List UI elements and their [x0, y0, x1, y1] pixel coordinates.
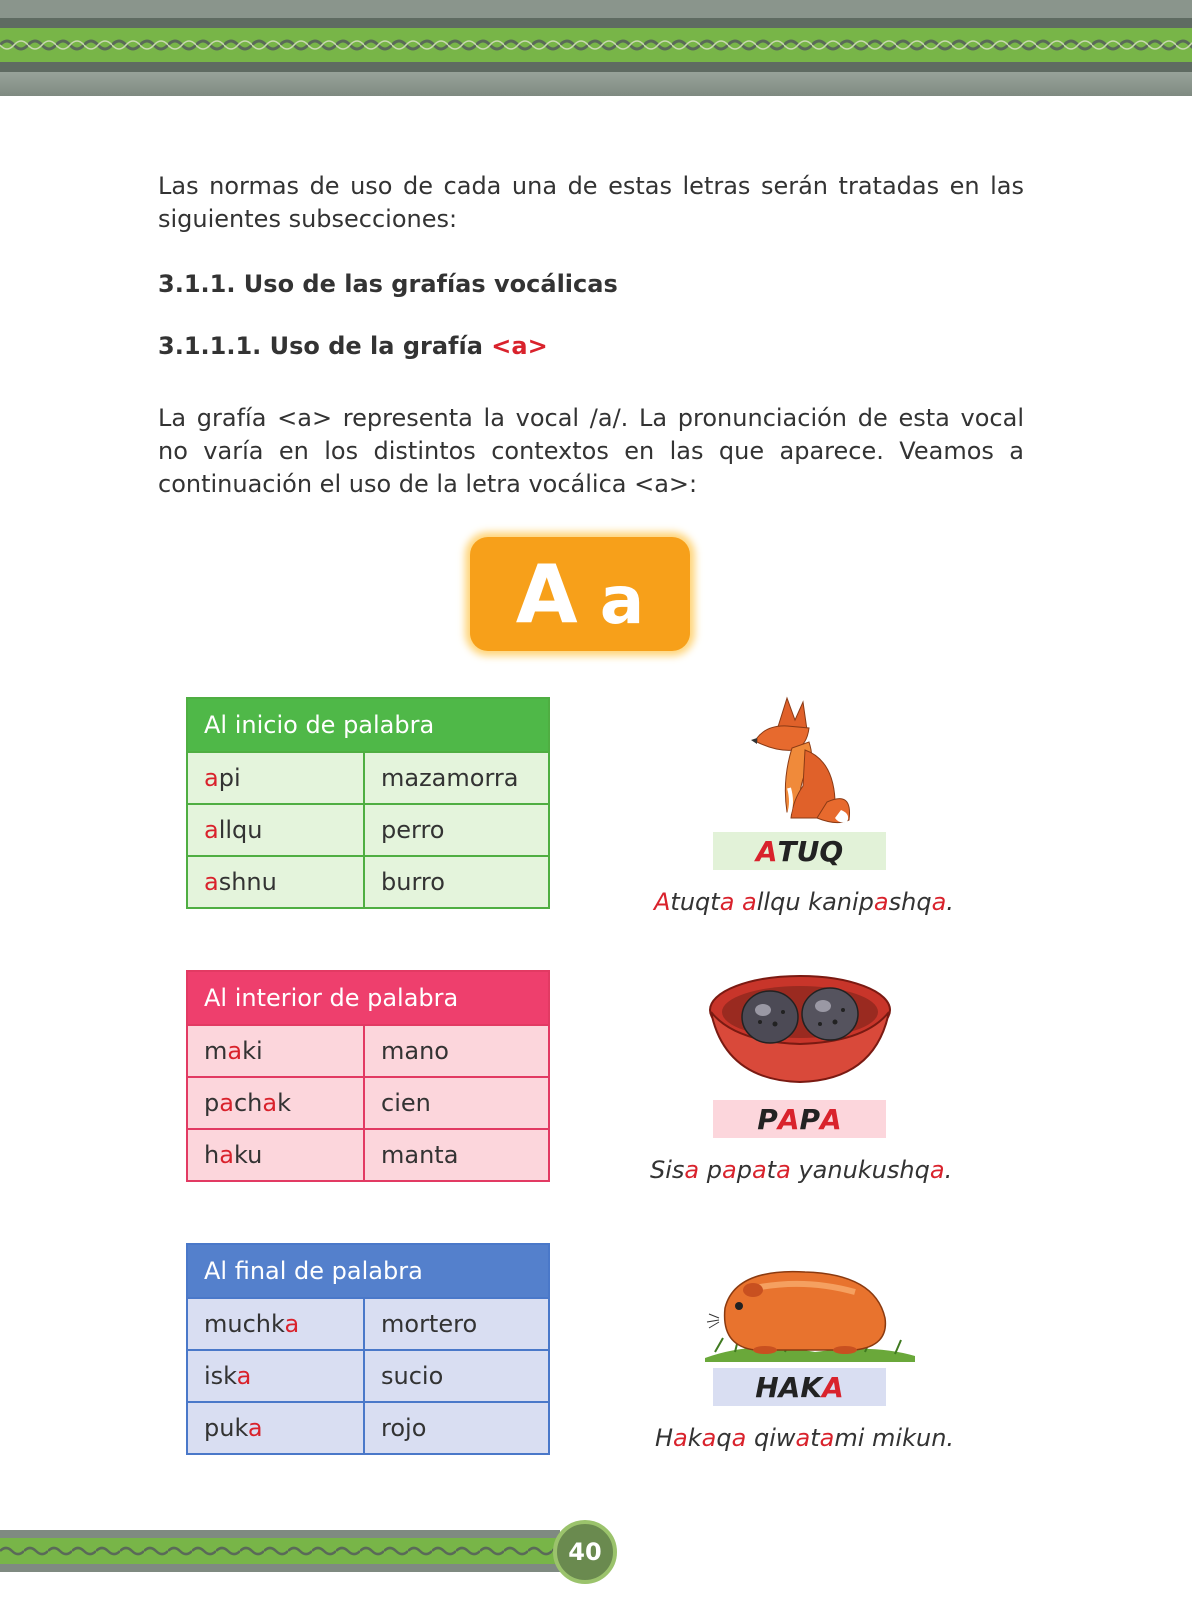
table-row: [187, 1298, 549, 1350]
meaning-cell: mano: [364, 1025, 549, 1077]
subsection-heading-letter: <a>: [491, 332, 548, 360]
table-row: [187, 752, 549, 804]
table-row: [187, 1129, 549, 1181]
meaning-cell: rojo: [364, 1402, 549, 1454]
meaning-cell: sucio: [364, 1350, 549, 1402]
table-row: [187, 1025, 549, 1077]
description-paragraph: La grafía <a> representa la vocal /a/. La pronunciación de esta vocal no varía en los distintos contextos en las que aparece. Veamos a continuación el uso de la letra vocálica <a>:: [158, 404, 1024, 498]
label-haka: HAK A: [713, 1368, 886, 1406]
subsection-heading: [158, 332, 548, 360]
letter-a-box: [470, 537, 690, 651]
table-row: [187, 1402, 549, 1454]
meaning-cell: perro: [364, 804, 549, 856]
wave-pattern-icon: [0, 33, 1192, 57]
table-title: Al inicio de palabra: [187, 698, 549, 752]
label-atuq: A TUQ: [713, 832, 886, 870]
word-cell: api: [187, 752, 364, 804]
table-row: [187, 1077, 549, 1129]
sentence-papa: Sisa papata yanukushqa.: [650, 1156, 953, 1184]
meaning-cell: burro: [364, 856, 549, 908]
table-row: [187, 804, 549, 856]
table-row: [187, 856, 549, 908]
table-row: [187, 1350, 549, 1402]
sentence-haka: Hakaqa qiwatami mikun.: [655, 1424, 955, 1452]
table-interior-position: [186, 970, 550, 1182]
table-title: Al final de palabra: [187, 1244, 549, 1298]
word-cell: pachak: [187, 1077, 364, 1129]
word-cell: muchka: [187, 1298, 364, 1350]
bottom-decorative-band: [0, 1530, 560, 1574]
subsection-heading-prefix: 3.1.1.1. Uso de la grafía: [158, 332, 492, 360]
letter-upper: A: [515, 547, 578, 641]
word-cell: allqu: [187, 804, 364, 856]
table-title: Al interior de palabra: [187, 971, 549, 1025]
fox-icon: [737, 690, 862, 830]
letter-lower: a: [599, 561, 645, 639]
word-cell: ashnu: [187, 856, 364, 908]
word-cell: maki: [187, 1025, 364, 1077]
meaning-cell: mazamorra: [364, 752, 549, 804]
word-cell: puka: [187, 1402, 364, 1454]
word-cell: haku: [187, 1129, 364, 1181]
table-final-position: [186, 1243, 550, 1455]
sentence-atuq: Atuqta allqu kanipashqa.: [654, 888, 954, 916]
meaning-cell: cien: [364, 1077, 549, 1129]
intro-paragraph: Las normas de uso de cada una de estas letras serán tratadas en las siguientes subsecciones:: [158, 172, 1024, 233]
wave-pattern-icon: [0, 1542, 560, 1560]
label-papa: P A P A: [713, 1100, 886, 1138]
top-decorative-band: [0, 0, 1192, 96]
page-number: 40: [553, 1520, 617, 1584]
meaning-cell: manta: [364, 1129, 549, 1181]
table-initial-position: [186, 697, 550, 909]
meaning-cell: mortero: [364, 1298, 549, 1350]
guinea-pig-icon: [695, 1248, 925, 1368]
section-heading: 3.1.1. Uso de las grafías vocálicas: [158, 270, 618, 298]
word-cell: iska: [187, 1350, 364, 1402]
potatoes-bowl-icon: [705, 972, 895, 1092]
